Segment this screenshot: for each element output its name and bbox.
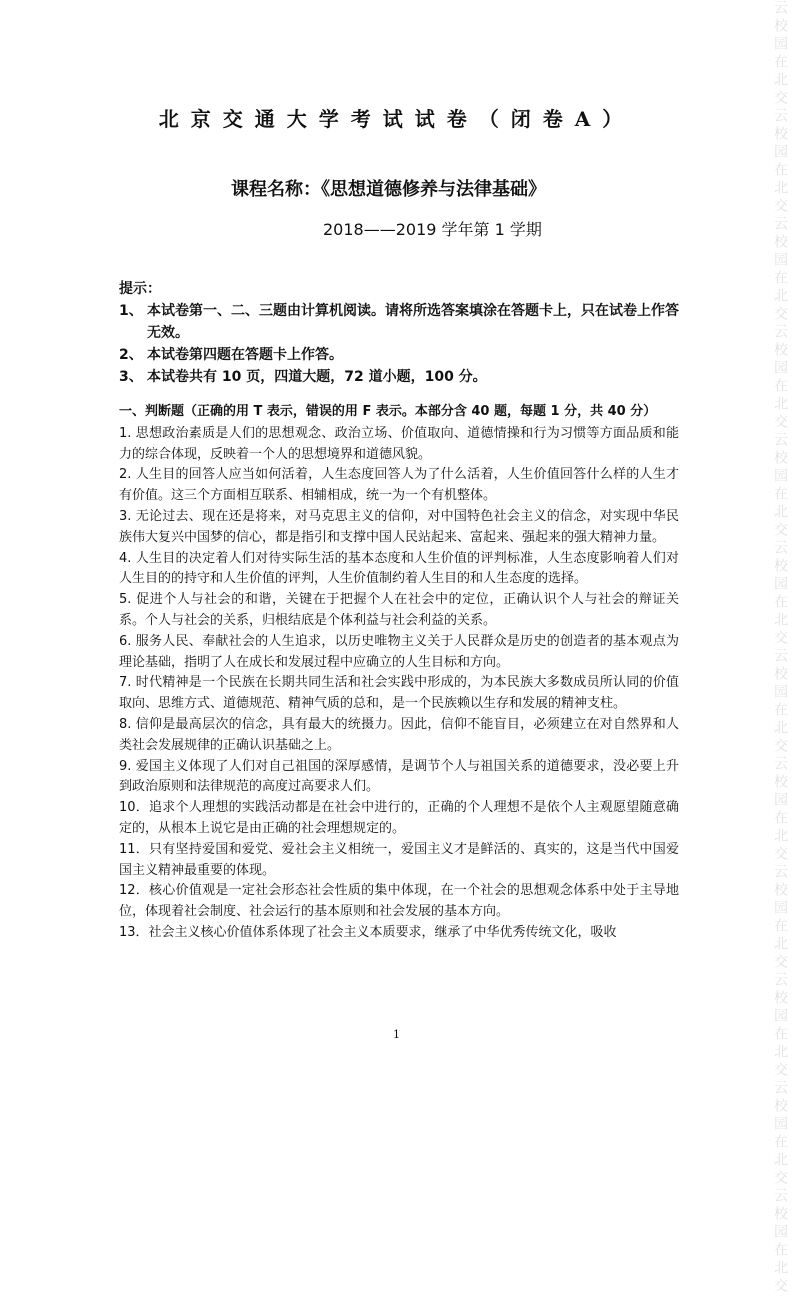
watermark-text: 云校园在北交 <box>772 864 788 972</box>
watermark-text: 云校园在北交 <box>772 972 788 1080</box>
instruction-item <box>119 344 679 366</box>
section-heading: 一、判断题（正确的用 T 表示，错误的用 F 表示。本部分含 40 题，每题 1 分，共 40 分） <box>119 404 657 419</box>
instruction-number: 3、 <box>119 369 143 385</box>
instruction-text: 本试卷第四题在答题卡上作答。 <box>147 347 343 363</box>
question-item: 5. 促进个人与社会的和谐，关键在于把握个人在社会中的定位，正确认识个人与社会的辩证关系。个人与社会的关系，归根结底是个体利益与社会利益的关系。 <box>119 592 679 628</box>
watermark-text: 云校园在北交 <box>772 756 788 864</box>
instruction-number: 2、 <box>119 347 143 363</box>
question-item: 7. 时代精神是一个民族在长期共同生活和社会实践中形成的，为本民族大多数成员所认同的价值取向、思维方式、道德规范、精神气质的总和，是一个民族赖以生存和发展的精神支柱。 <box>119 675 679 712</box>
exam-title: 北京交通大学考试试卷（闭卷A） <box>158 107 635 131</box>
instruction-item <box>119 300 679 344</box>
instruction-text: 本试卷共有 10 页，四道大题，72 道小题，100 分。 <box>147 369 487 385</box>
watermark-text: 云校园在北交 <box>772 648 788 756</box>
instruction-text: 本试卷第一、二、三题由计算机阅读。请将所选答案填涂在答题卡上，只在试卷上作答无效。 <box>147 303 679 341</box>
question-item: 13．社会主义核心价值体系体现了社会主义本质要求，继承了中华优秀传统文化，吸收 <box>119 924 617 940</box>
question-item: 1. 思想政治素质是人们的思想观念、政治立场、价值取向、道德情操和行为习惯等方面品质和能力的综合体现，反映着一个人的思想境界和道德风貌。 <box>119 425 679 462</box>
watermark-text: 云校园在北交 <box>772 216 788 324</box>
watermark-text: 云校园在北交 <box>772 0 788 108</box>
question-item: 2. 人生目的回答人应当如何活着，人生态度回答人为了什么活着，人生价值回答什么样的人生才有价值。这三个方面相互联系、相辅相成，统一为一个有机整体。 <box>119 467 679 504</box>
question-item: 8. 信仰是最高层次的信念，具有最大的统摄力。因此，信仰不能盲目，必须建立在对自然界和人类社会发展规律的正确认识基础之上。 <box>119 716 679 753</box>
watermark-text: 云校园在北交 <box>772 1188 788 1296</box>
watermark-text: 云校园在北交 <box>772 432 788 540</box>
instructions-heading: 提示： <box>119 281 161 297</box>
watermark-text: 云校园在北交 <box>772 324 788 432</box>
question-item: 6. 服务人民、奉献社会的人生追求，以历史唯物主义关于人民群众是历史的创造者的基本观点为理论基础，指明了人在成长和发展过程中应确立的人生目标和方向。 <box>119 633 679 670</box>
course-name: 课程名称：《思想道德修养与法律基础》 <box>231 179 546 200</box>
academic-term: 2018——2019 学年第 1 学期 <box>323 220 542 239</box>
instruction-number: 1、 <box>119 303 143 319</box>
watermark-text: 云校园在北交 <box>772 540 788 648</box>
page-number: 1 <box>393 1028 400 1041</box>
instruction-item <box>119 366 679 388</box>
question-item: 4. 人生目的决定着人们对待实际生活的基本态度和人生价值的评判标准，人生态度影响着人们对人生目的的持守和人生价值的评判，人生价值制约着人生目的和人生态度的选择。 <box>119 550 679 587</box>
question-item: 10．追求个人理想的实践活动都是在社会中进行的，正确的个人理想不是依个人主观愿望随意确定的，从根本上说它是由正确的社会理想规定的。 <box>119 800 679 836</box>
watermark-text: 云校园在北交 <box>772 108 788 216</box>
question-item: 3. 无论过去、现在还是将来，对马克思主义的信仰，对中国特色社会主义的信念，对实现中华民族伟大复兴中国梦的信心，都是指引和支撑中国人民站起来、富起来、强起来的强大精神力量。 <box>119 508 679 545</box>
watermark <box>767 0 793 1296</box>
watermark-text: 云校园在北交 <box>772 1080 788 1188</box>
question-item: 9. 爱国主义体现了人们对自己祖国的深厚感情，是调节个人与祖国关系的道德要求，没必要上升到政治原则和法律规范的高度过高要求人们。 <box>119 758 679 795</box>
question-item: 11．只有坚持爱国和爱党、爱社会主义相统一，爱国主义才是鲜活的、真实的，这是当代中国爱国主义精神最重要的体现。 <box>119 841 679 878</box>
true-false-section <box>119 402 679 944</box>
question-item: 12．核心价值观是一定社会形态社会性质的集中体现，在一个社会的思想观念体系中处于主导地位，体现着社会制度、社会运行的基本原则和社会发展的基本方向。 <box>119 883 679 920</box>
instructions-list <box>119 300 679 388</box>
instructions-block <box>119 278 679 388</box>
